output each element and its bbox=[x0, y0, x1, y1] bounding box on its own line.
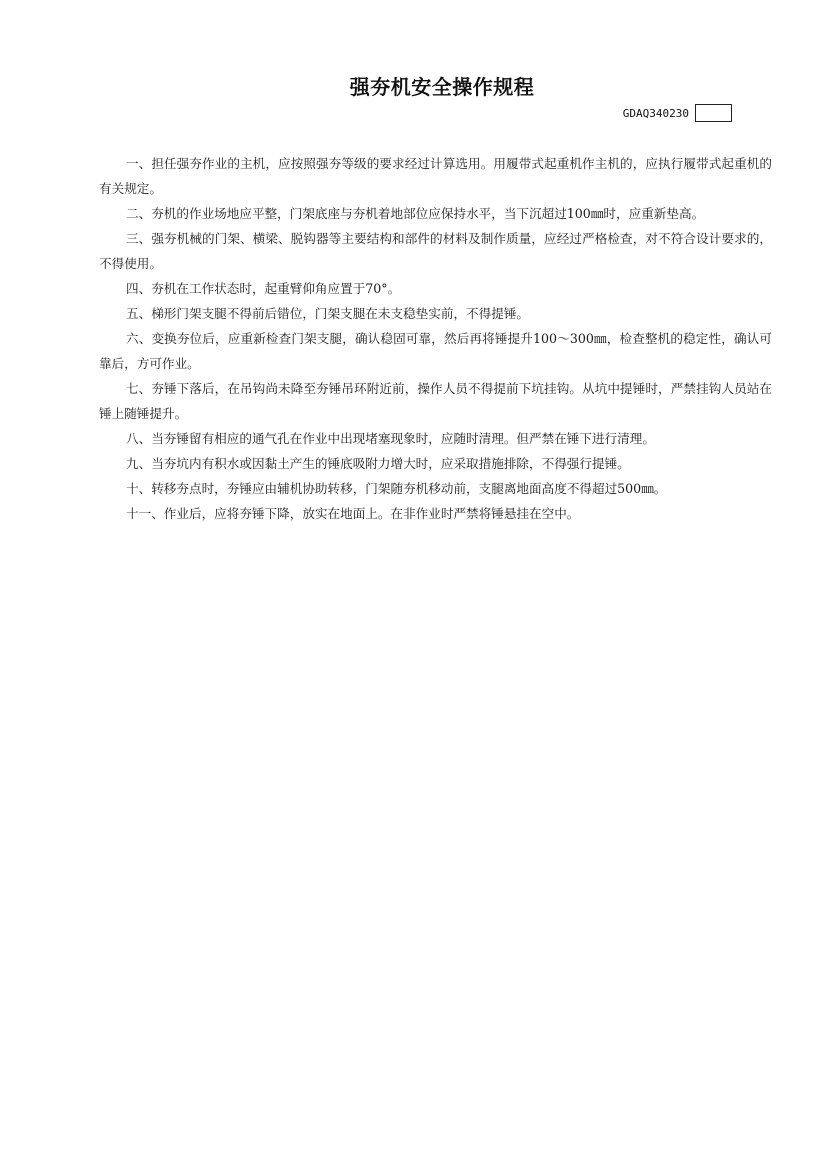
code-blank-box bbox=[695, 104, 732, 122]
document-title: 强夯机安全操作规程 bbox=[349, 75, 535, 99]
document-body bbox=[99, 151, 772, 526]
paragraph-9: 九、当夯坑内有积水或因黏土产生的锤底吸附力增大时，应采取措施排除，不得强行提锤。 bbox=[126, 456, 630, 471]
paragraph-4: 四、夯机在工作状态时，起重臂仰角应置于70°。 bbox=[126, 281, 401, 296]
paragraph-3: 三、强夯机械的门架、横梁、脱钩器等主要结构和部件的材料及制作质量，应经过严格检查，对不符合设计要求的，不得使用。 bbox=[99, 231, 772, 271]
paragraph-6: 六、变换夯位后，应重新检查门架支腿，确认稳固可靠，然后再将锤提升100～300㎜，检查整机的稳定性，确认可靠后，方可作业。 bbox=[99, 331, 772, 371]
paragraph-1: 一、担任强夯作业的主机，应按照强夯等级的要求经过计算选用。用履带式起重机作主机的，应执行履带式起重机的有关规定。 bbox=[99, 156, 772, 196]
paragraph-5: 五、梯形门架支腿不得前后错位，门架支腿在未支稳垫实前，不得提锤。 bbox=[126, 306, 529, 321]
document-code-row bbox=[560, 103, 732, 123]
paragraph-2: 二、夯机的作业场地应平整，门架底座与夯机着地部位应保持水平，当下沉超过100㎜时，应重新垫高。 bbox=[126, 206, 705, 221]
paragraph-10: 十、转移夯点时，夯锤应由辅机协助转移，门架随夯机移动前，支腿离地面高度不得超过500㎜。 bbox=[126, 481, 667, 496]
document-code: GDAQ340230 bbox=[622, 106, 689, 120]
paragraph-7: 七、夯锤下落后，在吊钩尚未降至夯锤吊环附近前，操作人员不得提前下坑挂钩。从坑中提锤时，严禁挂钩人员站在锤上随锤提升。 bbox=[99, 381, 772, 421]
paragraph-8: 八、当夯锤留有相应的通气孔在作业中出现堵塞现象时，应随时清理。但严禁在锤下进行清理。 bbox=[126, 431, 655, 446]
paragraph-11: 十一、作业后，应将夯锤下降，放实在地面上。在非作业时严禁将锤悬挂在空中。 bbox=[126, 506, 580, 521]
